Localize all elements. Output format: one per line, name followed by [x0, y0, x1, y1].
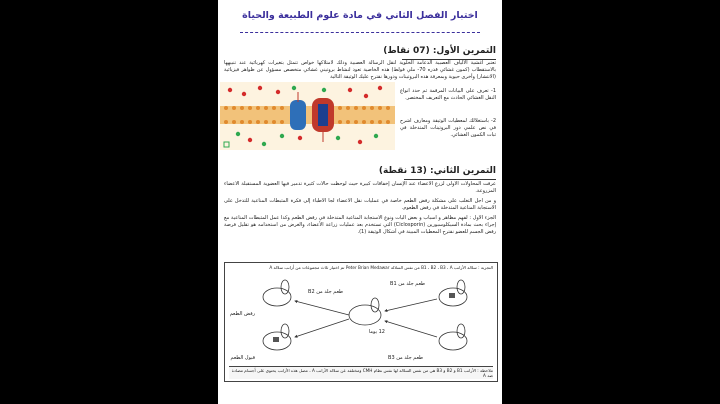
- heading-underline: [404, 179, 496, 180]
- exercise-2-heading: التمرين الثاني: (13 نقطة): [378, 166, 496, 176]
- acceptance-label: قبول الطعم: [230, 355, 255, 361]
- diagram-caption: ملاحظة : الأرانب B1 و B2 و B3 هي من نفس السلالة لها نفس نظام CMH ومختلفة عن سلالة الأرانب A ، مصل هذه الأرانب يحتوي على أجسام مضادة ضد A: [229, 366, 493, 379]
- exercise-2-part-1: الجزء الأول : لفهم مظاهر و أسباب و بعض آليات ونوع الاستجابة المناعية المتدخلة في رفض الطعم وكذا عمل المثبطات المناعية مع إجراء بحث بمادة السيكلوسبورين (Ciclosporin) التي تستخدم بعد عمليات زراعة الأعضاء، والغرض من استخدامه هو تقليل فرصة رفض الجسم للعضو نقترح المعطيات المبينة في أشكال الوثيقة (1).: [224, 215, 496, 236]
- exercise-1-question-2: 2- باستغلالك لمعطيات الوثيقة ومعارف اشرح في نص علمي دور البروتينات المتدخلة في ثبات الكمون الغشائي.: [400, 118, 496, 139]
- exercise-2-intro: عرفت المحاولات الأولى لزرع الأعضاء عند الإنسان إخفاقات كبيرة حيث لوحظت حالات كثيرة تدمير فيها العضوية المستقبلة الأعضاء المزروعة.: [224, 181, 496, 195]
- page-title: اختبار الفصل الثاني في مادة علوم الطبيعة والحياة: [240, 0, 480, 33]
- document-page: [218, 0, 502, 404]
- exercise-1-question-1: 1- تعرف على البيانات المرقمة ثم حدد أنواع النقل الغشائي الحادث مع التعريف المختصر.: [400, 88, 496, 102]
- graft-label-b1: طعم جلد من B1: [390, 281, 425, 287]
- lipid-bilayer: [220, 106, 395, 124]
- exercise-1-intro: تعتبر أغشية الألياف العصبية الدعامة الخلوية لنقل الرسالة العصبية وذلك لامتلاكها خواص تتمثل بتغيرات كهربائية عند تنبيهها بالاستقطاب (كمون غشائي قدره 70- ملي فولط) هذه الخاصية تعود لنشاط بروتيني غشائي متخصص مسؤول عن ظواهر فيزيائية (الانتشار) وأخرى حيوية وبمعرفة هذه البروتينات ودورها نقترح عليك الوثيقة التالية: [224, 60, 496, 81]
- exercise-1-heading: التمرين الأول: (07 نقاط): [383, 46, 496, 56]
- graft-label-b3: طعم جلد من B3: [388, 355, 423, 361]
- rabbit-experiment-figure: [225, 275, 497, 365]
- exercise-2-paragraph: و من أجل التغلب على مشكلة رفض الطعم خاصة في عمليات نقل الأعضاء لجأ الأطباء إلى فكرة المثبطات المناعية للتدخل على الاستجابة المناعية المتدخلة في رفض الطعوم.: [224, 198, 496, 212]
- channel-protein: [290, 100, 306, 130]
- day-label: 12 يوما: [368, 329, 385, 335]
- membrane-protein-figure: [220, 82, 395, 150]
- diagram-header: التجربة : سلالة الأرانب B1 ، B2 ، B3 ، A من نفس السلالة Peter Brian Medawar تم اختيار ثلاث مجموعات من أرانب سلالة A: [269, 265, 493, 270]
- graft-experiment-diagram: [224, 262, 498, 382]
- graft-label-b2: طعم جلد من B2: [308, 289, 343, 295]
- rejection-label: رفض الطعم: [229, 311, 255, 317]
